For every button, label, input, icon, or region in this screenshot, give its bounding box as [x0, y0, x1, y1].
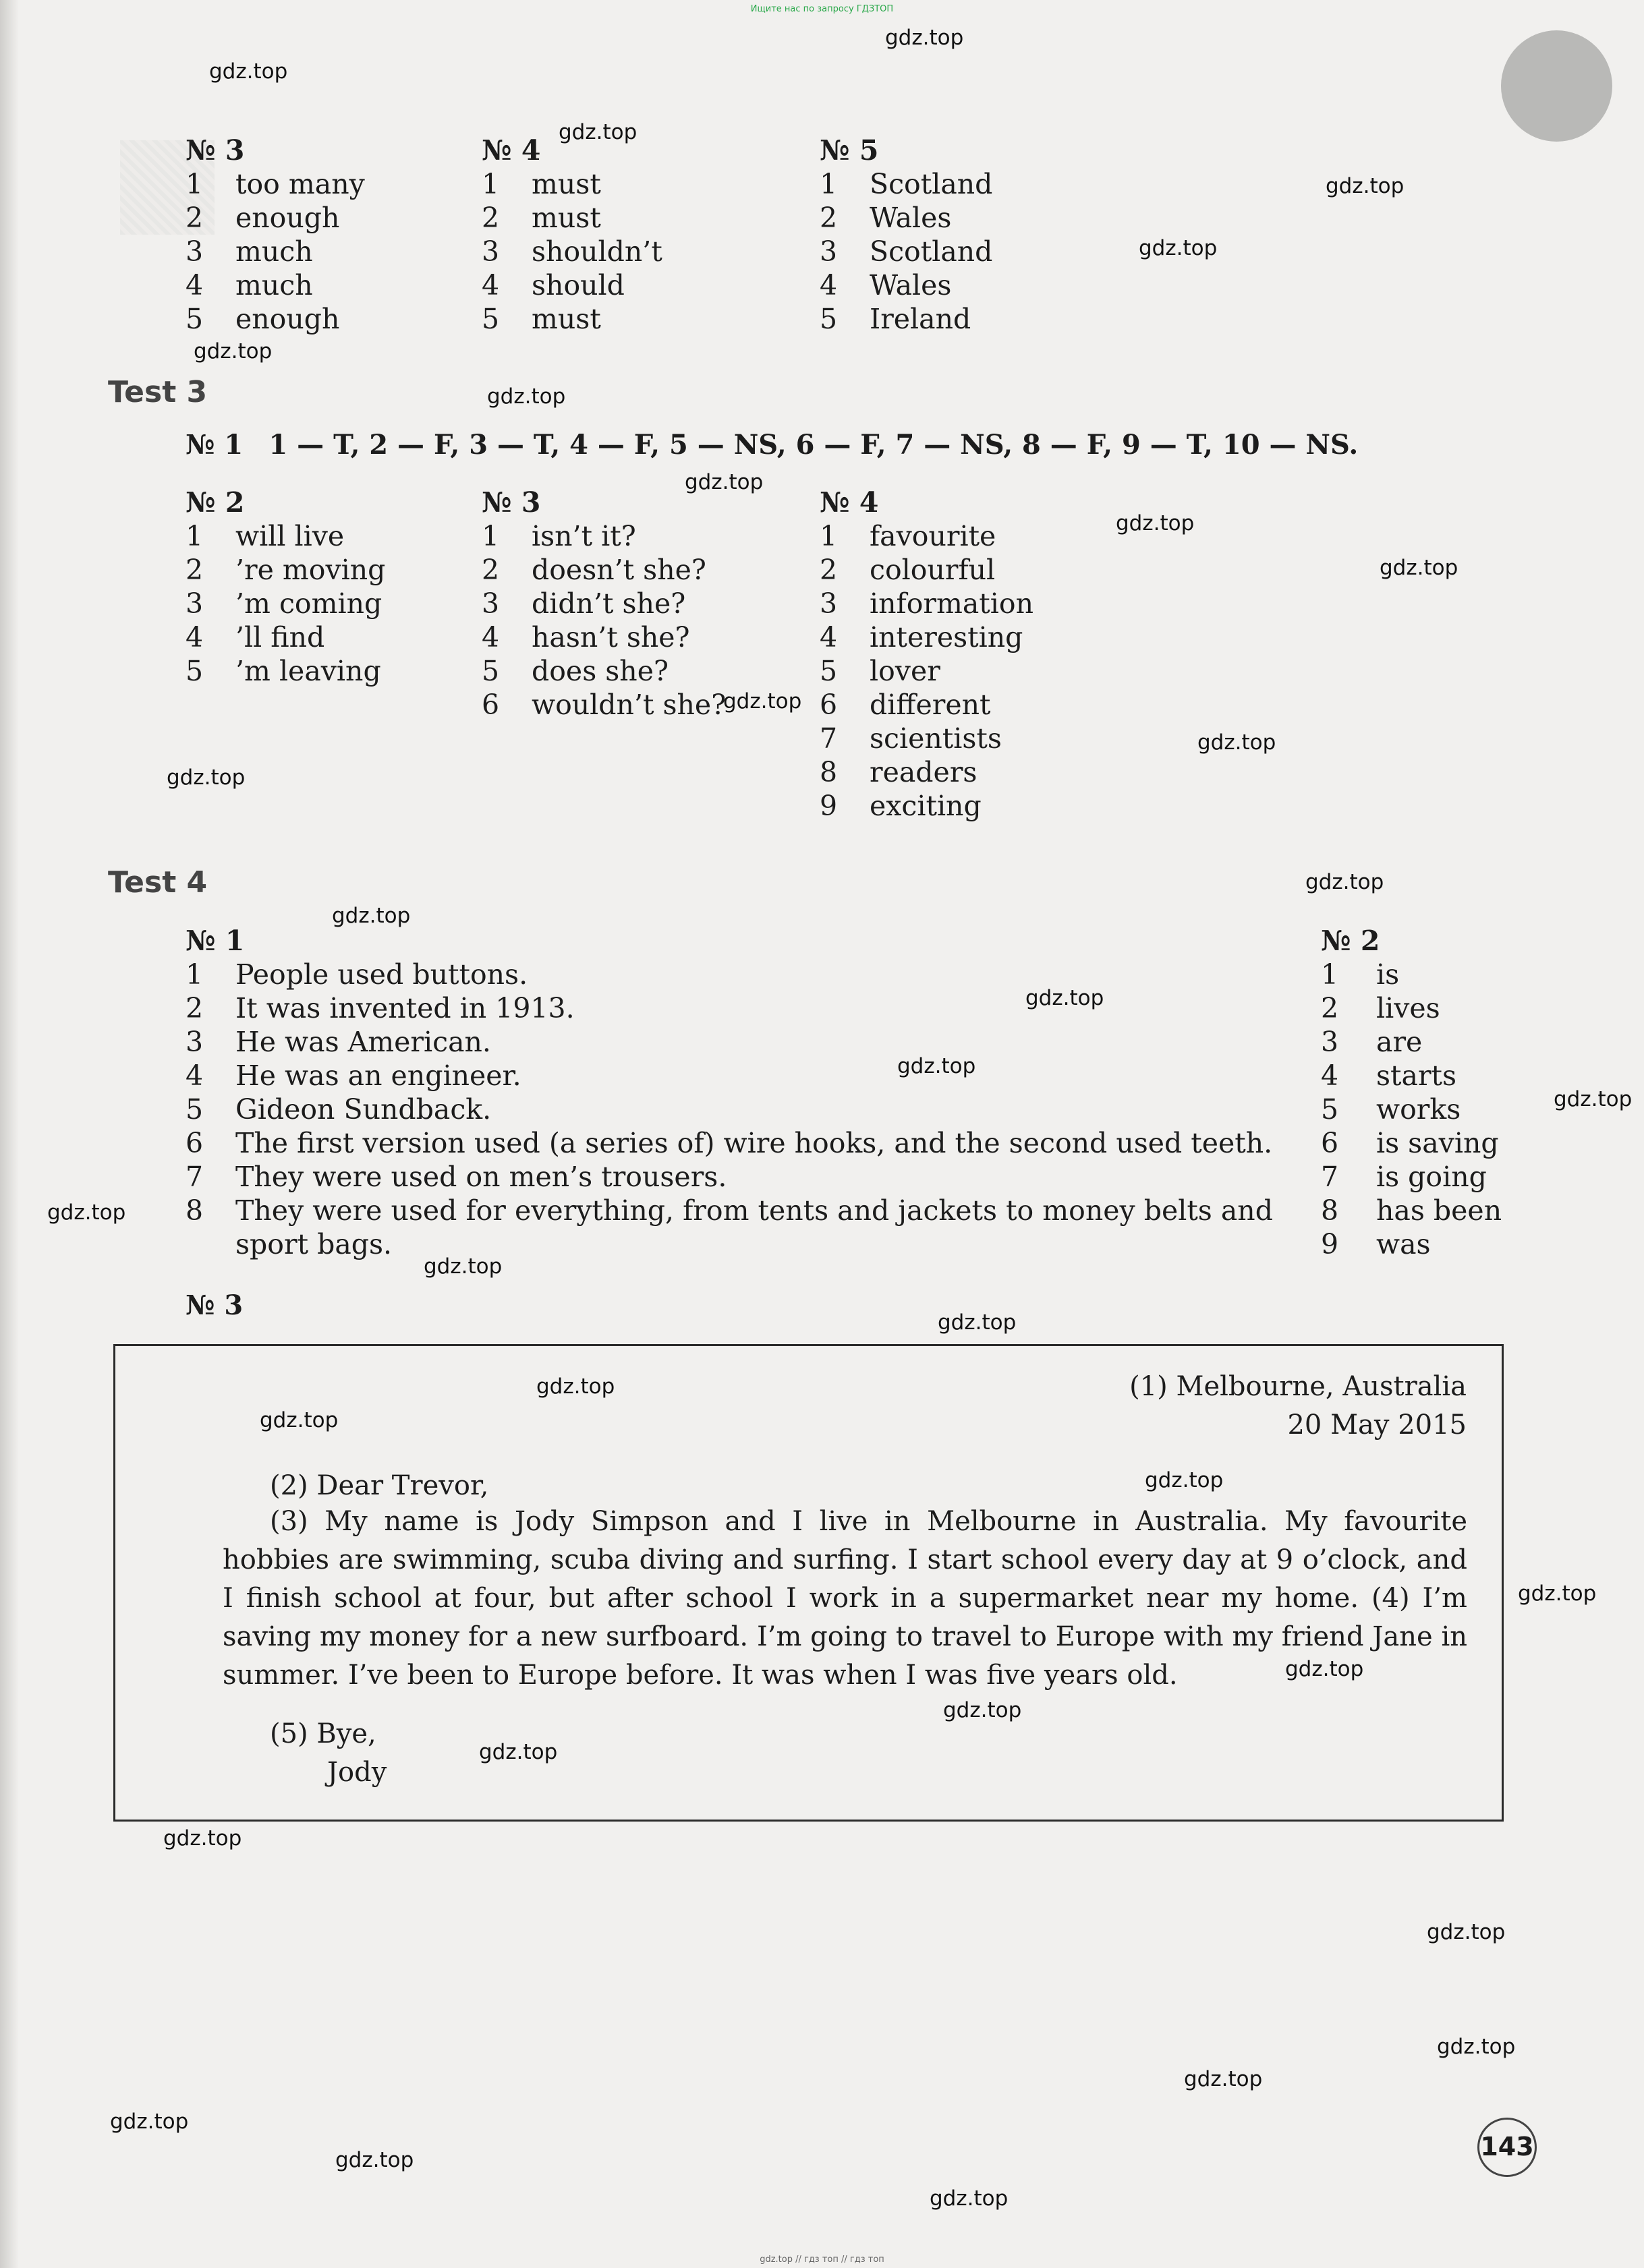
grey-circle-mark — [1501, 30, 1612, 142]
answer-row: 2 doesn’t she? — [482, 554, 706, 586]
exercise-title: № 2 — [1321, 925, 1380, 957]
answer-row: 3 ’m coming — [186, 587, 382, 620]
answer-row: 1 favourite — [820, 520, 996, 552]
answer-row: 3 didn’t she? — [482, 587, 686, 620]
watermark-text: gdz.top — [47, 1200, 126, 1225]
test-4-heading: Test 4 — [108, 865, 208, 900]
watermark-text: gdz.top — [1518, 1581, 1597, 1606]
exercise-title: № 4 — [820, 486, 879, 519]
watermark-text: gdz.top — [1326, 174, 1405, 198]
watermark-text: gdz.top — [424, 1254, 503, 1279]
answer-row: 3 Scotland — [820, 235, 993, 268]
watermark-text: gdz.top — [260, 1408, 339, 1432]
watermark-text: gdz.top — [1145, 1468, 1224, 1492]
answer-row: 2 lives — [1321, 992, 1440, 1024]
watermark-text: gdz.top — [1025, 986, 1104, 1010]
answer-row: 7 They were used on men’s trousers. — [186, 1161, 727, 1193]
answer-row: 3 information — [820, 587, 1033, 620]
test-3-heading: Test 3 — [108, 375, 208, 409]
letter-signature: Jody — [327, 1757, 387, 1788]
answer-row: 7 is going — [1321, 1161, 1487, 1193]
watermark-text: gdz.top — [885, 26, 964, 50]
answer-row: 5 works — [1321, 1093, 1461, 1126]
watermark-text: gdz.top — [559, 120, 637, 144]
top-search-note: Ищите нас по запросу ГДЗТОП — [750, 4, 894, 14]
answer-row: 8 They were used for everything, from tents and jackets to money belts and — [186, 1194, 1273, 1227]
watermark-text: gdz.top — [332, 904, 411, 928]
answer-row: 3 shouldn’t — [482, 235, 662, 268]
test-3-exercise-1: № 1 1 — T, 2 — F, 3 — T, 4 — F, 5 — NS, 6 — F, 7 — NS, 8 — F, 9 — T, 10 — NS. — [186, 429, 1359, 461]
answer-row: 4 ’ll find — [186, 621, 325, 653]
answer-row-continuation: sport bags. — [235, 1228, 393, 1260]
answer-row: 4 hasn’t she? — [482, 621, 690, 653]
exercise-title: № 3 — [482, 486, 541, 519]
test-4-exercise-2-column — [1321, 924, 1502, 1261]
answer-row: 4 Wales — [820, 269, 952, 301]
answer-row: 1 will live — [186, 520, 345, 552]
watermark-text: gdz.top — [487, 384, 566, 409]
answer-row: 5 enough — [186, 303, 340, 335]
watermark-text: gdz.top — [194, 339, 273, 364]
watermark-text: gdz.top — [723, 689, 802, 714]
answer-row: 4 should — [482, 269, 625, 301]
watermark-text: gdz.top — [1197, 730, 1276, 755]
watermark-text: gdz.top — [1427, 1920, 1506, 1944]
answer-row: 2 must — [482, 202, 601, 234]
watermark-text: gdz.top — [335, 2148, 414, 2172]
exercise-3-column — [186, 134, 365, 336]
answer-row: 6 different — [820, 689, 991, 721]
answer-row: 5 ’m leaving — [186, 655, 381, 687]
page-number: 143 — [1477, 2118, 1537, 2177]
watermark-text: gdz.top — [163, 1826, 242, 1851]
answer-row: 9 exciting — [820, 790, 982, 822]
answer-row: 3 He was American. — [186, 1026, 491, 1058]
letter-body: (3) My name is Jody Simpson and I live in Melbourne in Australia. My favourite hobbies are swimming, scuba diving and surfing. I start school every day at 9 o’clock, and I finish school at four, but after school I work in a supermarket near my home. (4) I’m saving my money for a new surfboard. I’m going to travel to Europe with my friend Jane in summer. I’ve been to Europe before. It was when I was five years old. — [223, 1506, 1467, 1691]
page-edge-shadow — [0, 0, 19, 2268]
answer-row: 3 are — [1321, 1026, 1423, 1058]
answer-row: 5 Ireland — [820, 303, 971, 335]
watermark-text: gdz.top — [1305, 870, 1384, 894]
watermark-text: gdz.top — [1116, 511, 1195, 535]
answer-row: 5 Gideon Sundback. — [186, 1093, 492, 1126]
answer-row: 5 lover — [820, 655, 940, 687]
answer-row: 1 Scotland — [820, 168, 993, 200]
watermark-text: gdz.top — [685, 470, 764, 494]
watermark-text: gdz.top — [943, 1698, 1022, 1722]
answer-row: 1 must — [482, 168, 601, 200]
answer-row: 8 has been — [1321, 1194, 1502, 1227]
answer-row: 2 It was invented in 1913. — [186, 992, 575, 1024]
exercise-title: № 4 — [482, 134, 541, 167]
watermark-text: gdz.top — [536, 1374, 615, 1399]
test-3-exercise-3-column — [482, 486, 726, 722]
watermark-text: gdz.top — [930, 2186, 1009, 2211]
answer-row: 5 must — [482, 303, 601, 335]
answer-row: 1 isn’t it? — [482, 520, 636, 552]
test-3-exercise-2-column — [186, 486, 385, 688]
answer-row: 7 scientists — [820, 722, 1002, 755]
answer-row: 2 Wales — [820, 202, 952, 234]
exercise-4-column — [482, 134, 662, 336]
watermark-text: gdz.top — [1139, 236, 1218, 260]
answer-row: 3 much — [186, 235, 313, 268]
exercise-title: № 2 — [186, 486, 245, 519]
answer-row: 6 wouldn’t she? — [482, 689, 727, 721]
watermark-text: gdz.top — [1437, 2035, 1516, 2059]
watermark-text: gdz.top — [209, 59, 288, 84]
exercise-title: № 1 — [186, 925, 245, 957]
watermark-text: gdz.top — [938, 1310, 1017, 1335]
watermark-text: gdz.top — [110, 2110, 189, 2134]
watermark-text: gdz.top — [1380, 556, 1458, 580]
watermark-text: gdz.top — [1554, 1087, 1633, 1111]
letter-date: 20 May 2015 — [1287, 1409, 1467, 1441]
bottom-footer-note: gdz.top // гдз топ // гдз топ — [760, 2255, 884, 2265]
exercise-title: № 3 — [186, 134, 245, 167]
exercise-5-column — [820, 134, 992, 336]
letter-greeting: (2) Dear Trevor, — [270, 1470, 489, 1501]
answer-row: 2 ’re moving — [186, 554, 386, 586]
answer-row: 4 He was an engineer. — [186, 1059, 521, 1092]
letter-address: (1) Melbourne, Australia — [1129, 1371, 1467, 1402]
exercise-title: № 5 — [820, 134, 879, 167]
answer-row: 6 is saving — [1321, 1127, 1499, 1159]
test-3-exercise-4-column — [820, 486, 1033, 823]
letter-closing: (5) Bye, — [270, 1718, 376, 1749]
test-4-exercise-3-title: № 3 — [186, 1289, 244, 1321]
answer-row: 4 starts — [1321, 1059, 1457, 1092]
answer-row: 9 was — [1321, 1228, 1431, 1260]
watermark-text: gdz.top — [897, 1054, 976, 1078]
answer-row: 1 People used buttons. — [186, 958, 528, 991]
answer-row: 5 does she? — [482, 655, 669, 687]
answer-row: 1 too many — [186, 168, 365, 200]
watermark-text: gdz.top — [1184, 2067, 1263, 2091]
watermark-text: gdz.top — [479, 1740, 558, 1764]
answer-row: 4 much — [186, 269, 313, 301]
test-4-exercise-1-column — [186, 924, 1273, 1261]
answer-row: 2 colourful — [820, 554, 996, 586]
watermark-text: gdz.top — [167, 765, 246, 790]
answer-row: 2 enough — [186, 202, 340, 234]
answer-row: 8 readers — [820, 756, 977, 788]
watermark-text: gdz.top — [1285, 1657, 1364, 1681]
answer-row: 6 The first version used (a series of) wire hooks, and the second used teeth. — [186, 1127, 1273, 1159]
answer-row: 4 interesting — [820, 621, 1023, 653]
answer-row: 1 is — [1321, 958, 1400, 991]
